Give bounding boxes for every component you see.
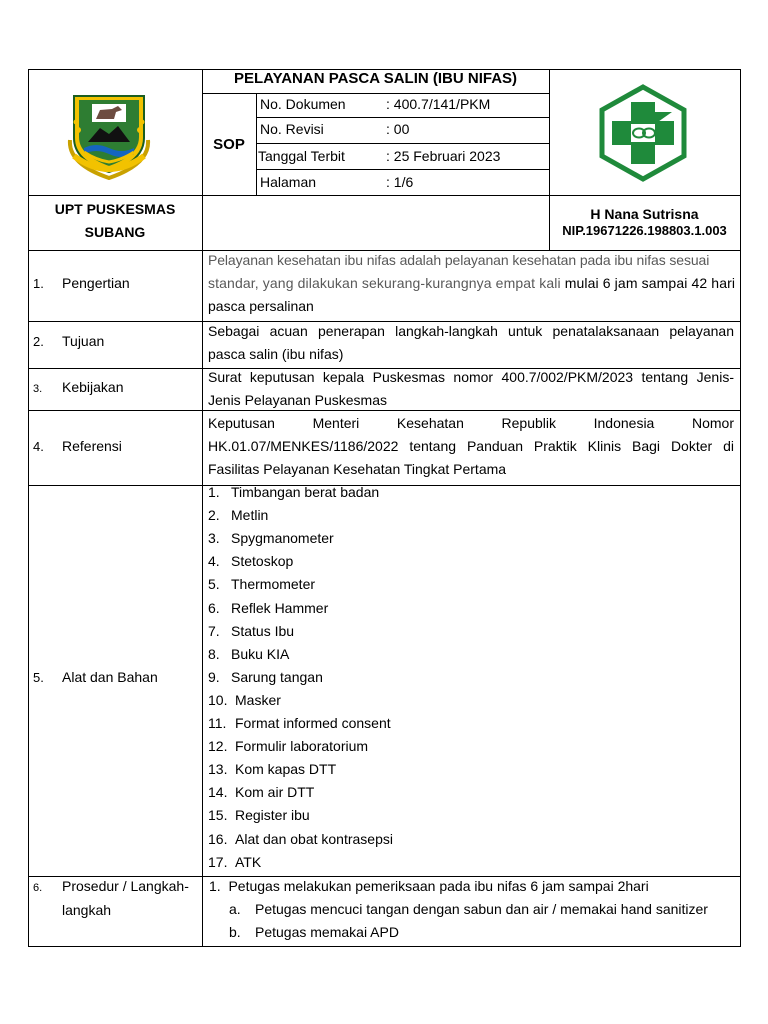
procedure-substep-mark: b.	[229, 924, 241, 940]
subang-regency-crest-icon	[66, 90, 152, 180]
equipment-item-label: Metlin	[231, 507, 269, 524]
equipment-item-number: 10.	[208, 691, 228, 708]
equipment-item-label: Kom air DTT	[235, 784, 315, 801]
equipment-item	[208, 553, 293, 576]
equipment-item-label: Register ibu	[235, 807, 310, 824]
equipment-item-number: 1.	[208, 484, 220, 500]
equipment-item-label: Buku KIA	[231, 645, 290, 662]
equipment-item-number: 16.	[208, 830, 228, 847]
procedure-substep: Petugas memakai APD	[255, 924, 399, 940]
sop-label: SOP	[213, 136, 245, 153]
document-title: PELAYANAN PASCA SALIN (IBU NIFAS)	[233, 70, 518, 87]
equipment-item-label: Reflek Hammer	[231, 599, 329, 616]
puskesmas-logo-icon	[598, 84, 688, 182]
equipment-item-label: Sarung tangan	[231, 668, 323, 685]
equipment-item-label: Kom kapas DTT	[235, 761, 337, 778]
doc-field-value: : 1/6	[386, 174, 414, 190]
equipment-item-label: Spygmanometer	[231, 530, 334, 547]
section-number: 4.	[33, 439, 44, 454]
equipment-item-number: 11.	[208, 715, 227, 731]
equipment-item	[208, 761, 336, 784]
equipment-item	[208, 692, 281, 715]
doc-field-value: : 400.7/141/PKM	[386, 96, 491, 112]
org-name-line1: UPT PUSKESMAS	[54, 201, 176, 217]
section-text-grey: standar, yang dilakukan sekurang-kurangnya empat kali	[208, 275, 561, 291]
equipment-item-label: Thermometer	[231, 576, 316, 593]
doc-field-label: Halaman	[260, 174, 317, 190]
equipment-item	[208, 530, 334, 553]
equipment-item	[208, 600, 328, 623]
equipment-item	[208, 807, 310, 830]
procedure-step: 1. Petugas melakukan pemeriksaan pada ibu nifas 6 jam sampai 2hari	[209, 878, 649, 894]
section-label: Prosedur / Langkah-	[62, 878, 189, 894]
section-text	[208, 275, 735, 292]
equipment-item-number: 12.	[208, 738, 228, 755]
equipment-item-number: 8.	[208, 645, 220, 662]
equipment-item	[208, 576, 315, 599]
section-label: Pengertian	[62, 275, 130, 291]
procedure-substep-mark: a.	[229, 901, 241, 917]
section-number: 1.	[33, 276, 44, 291]
section-text: Sebagai acuan penerapan langkah-langkah untuk penatalaksanaan pelayanan pasca salin (ibu nifas)	[208, 323, 734, 362]
section-label: Alat dan Bahan	[62, 669, 158, 685]
equipment-item-number: 13.	[208, 761, 228, 778]
equipment-item-number: 15.	[208, 807, 228, 824]
equipment-item-number: 2.	[208, 507, 220, 524]
equipment-item-label: Format informed consent	[235, 715, 391, 731]
doc-field-value: : 25 Februari 2023	[386, 148, 501, 164]
section-text-emph: mulai 6 jam sampai 42 hari	[560, 275, 736, 291]
doc-field-label: Tanggal Terbit	[258, 148, 345, 164]
equipment-item	[208, 784, 314, 807]
section-label: langkah	[62, 902, 112, 918]
section-label: Referensi	[62, 438, 122, 454]
section-number: 6.	[33, 882, 43, 894]
equipment-item	[208, 646, 289, 669]
org-name-line2: SUBANG	[84, 224, 146, 240]
doc-field-value: : 00	[386, 121, 410, 137]
section-text: Keputusan Menteri Kesehatan Republik Indonesia Nomor HK.01.07/MENKES/1186/2022 tentang Panduan Praktik Klinis Bagi Dokter di Fasilitas Pelayanan Kesehatan Tingkat Pertama	[208, 415, 734, 477]
section-number: 5.	[33, 670, 44, 685]
section-number: 3.	[33, 383, 43, 395]
equipment-item-label: Stetoskop	[231, 553, 294, 570]
equipment-item-number: 7.	[208, 622, 220, 639]
equipment-item-label: Alat dan obat kontrasepsi	[235, 830, 393, 847]
section-label: Tujuan	[62, 333, 105, 349]
equipment-item-number: 4.	[208, 553, 220, 570]
doc-field-label: No. Dokumen	[260, 96, 346, 112]
signer-nip: NIP.19671226.198803.1.003	[562, 223, 727, 238]
equipment-item-label: Timbangan berat badan	[231, 484, 380, 500]
equipment-item	[208, 831, 393, 854]
section-text: Surat keputusan kepala Puskesmas nomor 400.7/002/PKM/2023 tentang Jenis-Jenis Pelayanan Puskesmas	[208, 369, 734, 408]
equipment-item	[208, 669, 323, 692]
equipment-item	[208, 854, 261, 877]
signer-name: H Nana Sutrisna	[590, 206, 699, 222]
equipment-item	[208, 507, 268, 530]
doc-field-label: No. Revisi	[260, 121, 324, 137]
section-number: 2.	[33, 334, 44, 349]
equipment-item	[208, 738, 368, 761]
equipment-item-label: Formulir laboratorium	[235, 738, 369, 755]
equipment-item-number: 14.	[208, 784, 228, 801]
section-text: Pelayanan kesehatan ibu nifas adalah pelayanan kesehatan pada ibu nifas sesuai	[208, 252, 710, 268]
equipment-item-label: Masker	[235, 691, 281, 708]
equipment-item-number: 5.	[208, 576, 220, 593]
equipment-item-number: 3.	[208, 530, 220, 547]
equipment-item-number: 9.	[208, 668, 220, 685]
equipment-item-number: 6.	[208, 599, 220, 616]
equipment-item	[208, 715, 391, 738]
equipment-item-number: 17.	[208, 853, 228, 870]
section-text: pasca persalinan	[208, 298, 314, 314]
equipment-item	[208, 623, 294, 646]
section-label: Kebijakan	[62, 379, 124, 395]
equipment-item	[208, 484, 379, 507]
procedure-substep: Petugas mencuci tangan dengan sabun dan air / memakai hand sanitizer	[255, 901, 708, 917]
equipment-item-label: Status Ibu	[231, 622, 295, 639]
equipment-item-label: ATK	[235, 853, 262, 870]
